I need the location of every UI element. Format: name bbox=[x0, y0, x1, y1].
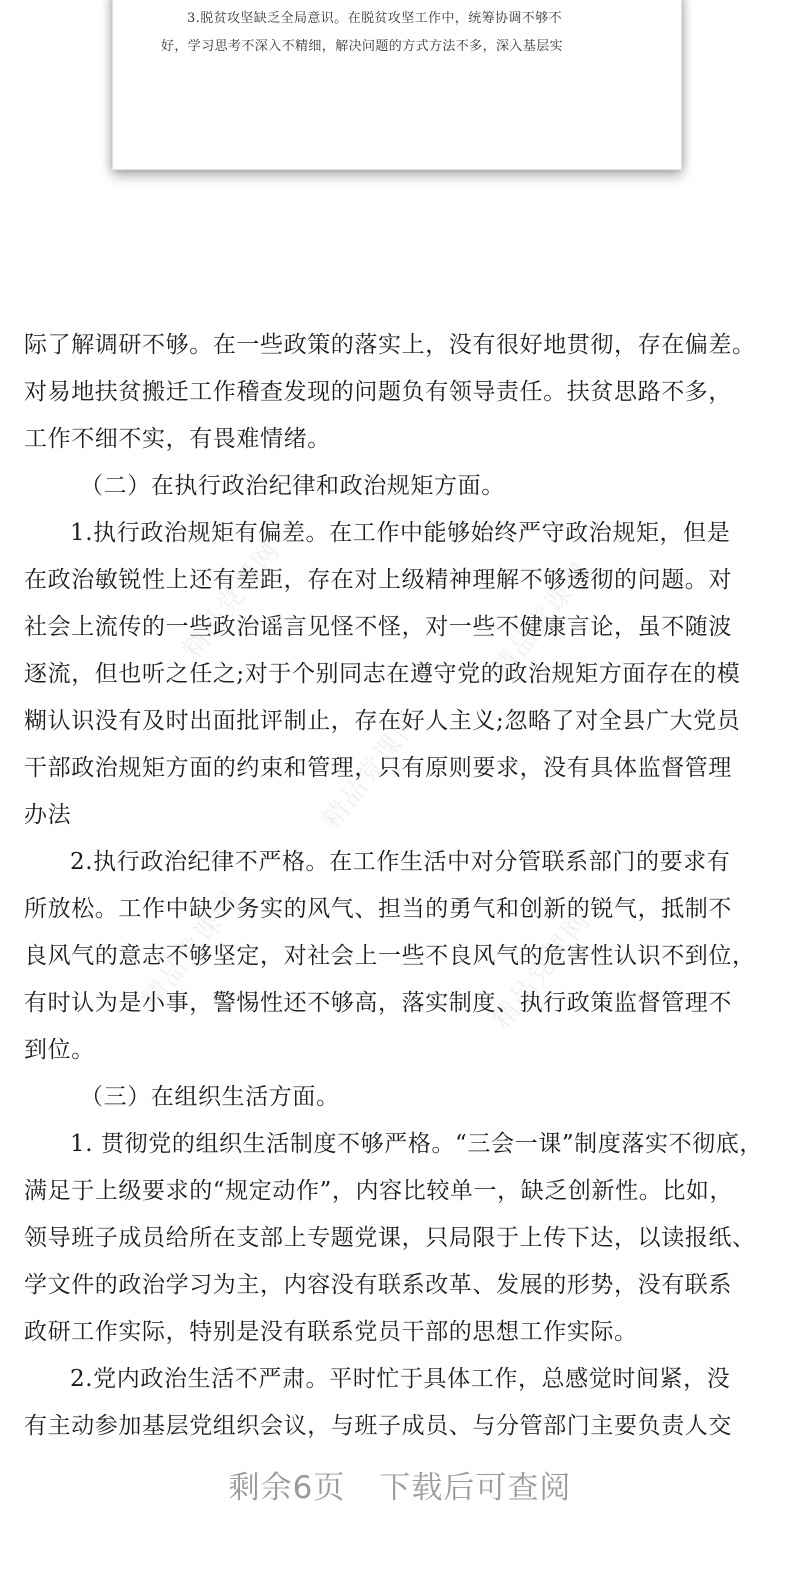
text-line: 政研工作实际，特别是没有联系党员干部的思想工作实际。 bbox=[24, 1319, 638, 1345]
document-body bbox=[24, 322, 784, 1450]
text-line: 领导班子成员给所在支部上专题党课，只局限于上传下达，以读报纸、 bbox=[24, 1225, 756, 1251]
text-line: 所放松。工作中缺少务实的风气、担当的勇气和创新的锐气，抵制不 bbox=[24, 896, 732, 922]
paragraph-start: 1.执行政治规矩有偏差。在工作中能够始终严守政治规矩，但是 bbox=[70, 520, 731, 546]
watermark: 精品党课网 bbox=[317, 705, 427, 835]
watermark: 精品党课网 bbox=[177, 535, 287, 665]
text-line: 在政治敏锐性上还有差距，存在对上级精神理解不够透彻的问题。对 bbox=[24, 567, 732, 593]
text-line: 际了解调研不够。在一些政策的落实上，没有很好地贯彻，存在偏差。 bbox=[24, 332, 756, 358]
watermark: 精品党课网 bbox=[137, 885, 247, 1015]
download-prompt[interactable] bbox=[0, 1462, 800, 1507]
text-line: 学文件的政治学习为主，内容没有联系改革、发展的形势，没有联系 bbox=[24, 1272, 732, 1298]
preview-text bbox=[161, 5, 643, 61]
section-heading: （三）在组织生活方面。 bbox=[80, 1084, 340, 1110]
section-heading: （二）在执行政治纪律和政治规矩方面。 bbox=[80, 473, 505, 499]
preview-line: 好，学习思考不深入不精细，解决问题的方式方法不多，深入基层实 bbox=[161, 39, 564, 54]
paragraph-start: 2.执行政治纪律不严格。在工作生活中对分管联系部门的要求有 bbox=[70, 849, 731, 875]
text-line: 干部政治规矩方面的约束和管理，只有原则要求，没有具体监督管理 bbox=[24, 755, 732, 781]
watermark: 精品党课网 bbox=[487, 905, 597, 1035]
text-line: 工作不细不实，有畏难情绪。 bbox=[24, 426, 331, 452]
previous-page-preview bbox=[112, 0, 682, 170]
text-line: 满足于上级要求的“规定动作”，内容比较单一，缺乏创新性。比如， bbox=[24, 1178, 734, 1204]
text-line: 对易地扶贫搬迁工作稽查发现的问题负有领导责任。扶贫思路不多， bbox=[24, 379, 732, 405]
paragraph-start: 2.党内政治生活不严肃。平时忙于具体工作，总感觉时间紧，没 bbox=[70, 1366, 731, 1392]
text-line: 社会上流传的一些政治谣言见怪不怪，对一些不健康言论，虽不随波 bbox=[24, 614, 732, 640]
watermark: 精品党课网 bbox=[487, 555, 597, 685]
preview-line: 3.脱贫攻坚缺乏全局意识。在脱贫攻坚工作中，统筹协调不够不 bbox=[187, 11, 563, 26]
text-line: 到位。 bbox=[24, 1037, 95, 1063]
download-to-read-label[interactable]: 下载后可查阅 bbox=[379, 1470, 572, 1506]
text-line: 良风气的意志不够坚定，对社会上一些不良风气的危害性认识不到位， bbox=[24, 943, 756, 969]
paragraph-start: 1. 贯彻党的组织生活制度不够严格。“三会一课”制度落实不彻底， bbox=[70, 1131, 763, 1157]
text-line: 逐流，但也听之任之;对于个别同志在遵守党的政治规矩方面存在的模 bbox=[24, 661, 741, 687]
text-line: 办法 bbox=[24, 802, 72, 828]
text-line: 有主动参加基层党组织会议，与班子成员、与分管部门主要负责人交 bbox=[24, 1413, 732, 1439]
text-line: 糊认识没有及时出面批评制止，存在好人主义;忽略了对全县广大党员 bbox=[24, 708, 741, 734]
remaining-pages-label: 剩余6页 bbox=[228, 1470, 346, 1506]
text-line: 有时认为是小事，警惕性还不够高，落实制度、执行政策监督管理不 bbox=[24, 990, 732, 1016]
